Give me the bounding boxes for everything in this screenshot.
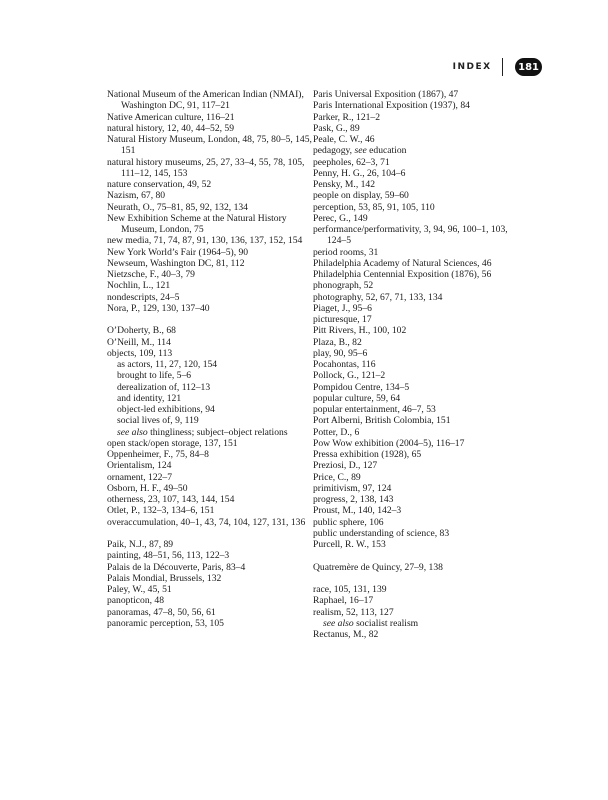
index-entry: [313, 202, 518, 213]
entry-text: perception, 53, 85, 91, 105, 110: [313, 201, 435, 213]
index-entry: [313, 190, 518, 201]
index-entry: [313, 89, 518, 100]
entry-text: Paris Universal Exposition (1867), 47: [313, 89, 459, 100]
index-entry: [107, 584, 312, 595]
entry-text: New Exhibition Scheme at the Natural History Museum, London, 75: [107, 212, 287, 235]
index-entry: [313, 348, 518, 359]
entry-text: objects, 109, 113: [107, 347, 173, 359]
entry-text: ornament, 122–7: [107, 471, 173, 483]
index-entry: [313, 280, 518, 291]
index-entry: [107, 123, 312, 134]
entry-text: Nora, P., 129, 130, 137–40: [107, 302, 210, 314]
index-subentry: [107, 404, 312, 415]
index-entry: [313, 517, 518, 528]
entry-text: Nochlin, L., 121: [107, 280, 171, 292]
index-column-left: [107, 89, 312, 629]
index-entry: [107, 269, 312, 280]
entry-text: Perec, G., 149: [313, 212, 368, 224]
index-entry: [107, 157, 312, 180]
entry-text: Paley, W., 45, 51: [107, 584, 172, 595]
cross-reference-label: see also: [323, 617, 354, 629]
entry-text: Price, C., 89: [313, 471, 361, 483]
index-entry: [313, 607, 518, 618]
entry-text: panoramas, 47–8, 50, 56, 61: [107, 606, 216, 618]
index-subentry: [107, 382, 312, 393]
entry-text: object-led exhibitions, 94: [117, 404, 215, 415]
divider: [502, 58, 504, 76]
entry-text: Palais Mondial, Brussels, 132: [107, 572, 222, 584]
entry-text: thingliness; subject–object relations: [150, 426, 288, 438]
entry-text: Paik, N.J., 87, 89: [107, 539, 174, 550]
index-entry: [313, 112, 518, 123]
index-entry: [313, 393, 518, 404]
entry-text: Parker, R., 121–2: [313, 111, 381, 123]
entry-text: Quatremère de Quincy, 27–9, 138: [313, 561, 443, 573]
index-entry: [107, 562, 312, 573]
index-entry: [313, 145, 518, 156]
entry-text: overaccumulation, 40–1, 43, 74, 104, 127, 131, 136: [107, 516, 306, 528]
entry-text: brought to life, 5–6: [117, 370, 192, 382]
index-entry: [313, 269, 518, 280]
index-entry: [107, 595, 312, 606]
index-entry: [107, 325, 312, 336]
index-entry: [313, 449, 518, 460]
index-entry: [107, 460, 312, 471]
entry-text: as actors, 11, 27, 120, 154: [117, 359, 218, 370]
index-entry: [107, 483, 312, 494]
index-entry: [313, 292, 518, 303]
index-entry: [313, 337, 518, 348]
index-entry: [313, 528, 518, 539]
index-entry: [107, 438, 312, 449]
index-subentry: [313, 618, 518, 629]
index-entry: [313, 494, 518, 505]
entry-text: Native American culture, 116–21: [107, 111, 235, 123]
index-entry: [107, 517, 312, 528]
index-entry: [107, 505, 312, 516]
entry-text: performance/performativity, 3, 94, 96, 100–1, 103, 124–5: [313, 224, 508, 247]
index-entry: [107, 337, 312, 348]
entry-text: popular culture, 59, 64: [313, 392, 401, 404]
entry-text: Paris International Exposition (1937), 84: [313, 100, 470, 112]
page-number: 181: [515, 58, 542, 76]
entry-text: progress, 2, 138, 143: [313, 494, 394, 505]
entry-text: popular entertainment, 46–7, 53: [313, 404, 436, 415]
index-entry: [107, 539, 312, 550]
entry-text: photography, 52, 67, 71, 133, 134: [313, 291, 443, 303]
running-head: [453, 57, 542, 77]
index-subentry: [107, 393, 312, 404]
index-subentry: [107, 415, 312, 426]
letter-group-gap: [107, 314, 312, 325]
entry-text: Orientalism, 124: [107, 460, 172, 472]
entry-text: Natural History Museum, London, 48, 75, 80–5, 145, 151: [107, 134, 312, 157]
index-entry: [107, 348, 312, 359]
index-entry: [107, 618, 312, 629]
entry-text: New York World’s Fair (1964–5), 90: [107, 246, 249, 258]
letter-group-gap: [313, 550, 518, 561]
index-entry: [313, 303, 518, 314]
entry-text: Pollock, G., 121–2: [313, 370, 386, 382]
entry-text: Proust, M., 140, 142–3: [313, 505, 402, 517]
entry-text: Nietzsche, F., 40–3, 79: [107, 269, 195, 280]
entry-text: Preziosi, D., 127: [313, 460, 378, 472]
index-column-right: [313, 89, 518, 640]
entry-text: O’Neill, M., 114: [107, 336, 171, 348]
index-entry: [313, 370, 518, 381]
entry-text: natural history museums, 25, 27, 33–4, 55, 78, 105, 111–12, 145, 153: [107, 156, 305, 179]
entry-text: Nazism, 67, 80: [107, 190, 166, 202]
index-entry: [107, 292, 312, 303]
entry-text: Philadelphia Centennial Exposition (1876), 56: [313, 269, 492, 280]
entry-text: realism, 52, 113, 127: [313, 606, 394, 618]
entry-text: panopticon, 48: [107, 595, 165, 607]
index-entry: [107, 280, 312, 291]
entry-text: open stack/open storage, 137, 151: [107, 437, 238, 449]
index-entry: [313, 258, 518, 269]
index-subentry: [107, 427, 312, 438]
entry-text: play, 90, 95–6: [313, 347, 368, 359]
cross-reference-label: see: [354, 145, 367, 157]
entry-text: Pitt Rivers, H., 100, 102: [313, 325, 407, 337]
entry-text: new media, 71, 74, 87, 91, 130, 136, 137, 152, 154: [107, 235, 303, 247]
entry-text: race, 105, 131, 139: [313, 584, 387, 595]
index-entry: [107, 179, 312, 190]
entry-text: Pow Wow exhibition (2004–5), 116–17: [313, 437, 465, 449]
entry-text: Purcell, R. W., 153: [313, 539, 386, 550]
entry-text: and identity, 121: [117, 392, 182, 404]
entry-text: nature conservation, 49, 52: [107, 179, 212, 190]
index-entry: [313, 100, 518, 111]
index-entry: [313, 325, 518, 336]
entry-text: Port Alberni, British Colombia, 151: [313, 415, 451, 427]
index-entry: [313, 505, 518, 516]
entry-text: panoramic perception, 53, 105: [107, 617, 224, 629]
index-entry: [107, 247, 312, 258]
entry-text: otherness, 23, 107, 143, 144, 154: [107, 494, 235, 505]
index-entry: [107, 303, 312, 314]
index-entry: [313, 438, 518, 449]
index-subentry: [107, 359, 312, 370]
entry-text: Pask, G., 89: [313, 122, 360, 134]
entry-text: O’Doherty, B., 68: [107, 325, 176, 337]
index-entry: [313, 472, 518, 483]
entry-text: natural history, 12, 40, 44–52, 59: [107, 122, 235, 134]
index-entry: [107, 235, 312, 246]
index-entry: [107, 213, 312, 236]
entry-text: socialist realism: [356, 617, 419, 629]
entry-text: picturesque, 17: [313, 314, 372, 325]
index-entry: [313, 460, 518, 471]
entry-text: education: [369, 145, 407, 157]
entry-text: Peale, C. W., 46: [313, 134, 375, 145]
index-entry: [107, 472, 312, 483]
entry-text: Rectanus, M., 82: [313, 629, 379, 640]
index-entry: [313, 168, 518, 179]
index-entry: [107, 112, 312, 123]
entry-text: Piaget, J., 95–6: [313, 302, 372, 314]
entry-text: peepholes, 62–3, 71: [313, 156, 390, 168]
index-entry: [313, 415, 518, 426]
letter-group-gap: [107, 528, 312, 539]
index-entry: [313, 427, 518, 438]
entry-text: Osborn, H. F., 49–50: [107, 482, 188, 494]
index-entry: [313, 123, 518, 134]
index-entry: [313, 629, 518, 640]
index-entry: [313, 224, 518, 247]
index-entry: [107, 190, 312, 201]
index-subentry: [107, 370, 312, 381]
entry-text: Penny, H. G., 26, 104–6: [313, 167, 406, 179]
entry-text: phonograph, 52: [313, 280, 374, 292]
index-entry: [313, 595, 518, 606]
index-entry: [107, 258, 312, 269]
index-entry: [313, 539, 518, 550]
entry-text: Pensky, M., 142: [313, 179, 376, 190]
index-entry: [107, 134, 312, 157]
entry-text: public sphere, 106: [313, 516, 384, 528]
index-entry: [107, 573, 312, 584]
entry-text: Neurath, O., 75–81, 85, 92, 132, 134: [107, 201, 248, 213]
entry-text: period rooms, 31: [313, 246, 379, 258]
entry-text: nondescripts, 24–5: [107, 291, 180, 303]
entry-text: Palais de la Découverte, Paris, 83–4: [107, 561, 246, 573]
index-entry: [313, 562, 518, 573]
entry-text: public understanding of science, 83: [313, 527, 450, 539]
entry-text: painting, 48–51, 56, 113, 122–3: [107, 550, 230, 562]
index-entry: [107, 494, 312, 505]
index-entry: [313, 382, 518, 393]
entry-heading: pedagogy,: [313, 145, 353, 157]
cross-reference-label: see also: [117, 426, 148, 438]
entry-text: Potter, D., 6: [313, 426, 360, 438]
entry-text: National Museum of the American Indian (NMAI), Washington DC, 91, 117–21: [107, 89, 304, 112]
letter-group-gap: [313, 573, 518, 584]
index-entry: [313, 483, 518, 494]
entry-text: primitivism, 97, 124: [313, 482, 392, 494]
index-entry: [313, 157, 518, 168]
entry-text: Otlet, P., 132–3, 134–6, 151: [107, 505, 215, 517]
entry-text: Oppenheimer, F., 75, 84–8: [107, 449, 209, 460]
index-entry: [107, 449, 312, 460]
index-entry: [313, 314, 518, 325]
entry-text: Newseum, Washington DC, 81, 112: [107, 257, 245, 269]
entry-text: Pompidou Centre, 134–5: [313, 381, 410, 393]
index-entry: [313, 404, 518, 415]
index-entry: [107, 607, 312, 618]
section-title: INDEX: [452, 62, 492, 72]
index-entry: [107, 550, 312, 561]
entry-text: derealization of, 112–13: [117, 381, 211, 393]
index-entry: [313, 213, 518, 224]
entry-text: Plaza, B., 82: [313, 336, 362, 348]
entry-text: Philadelphia Academy of Natural Sciences, 46: [313, 257, 492, 269]
entry-text: Raphael, 16–17: [313, 595, 374, 607]
index-entry: [313, 134, 518, 145]
index-entry: [107, 202, 312, 213]
index-entry: [313, 584, 518, 595]
index-entry: [313, 359, 518, 370]
entry-text: social lives of, 9, 119: [117, 415, 199, 427]
entry-text: Pressa exhibition (1928), 65: [313, 449, 422, 460]
entry-text: Pocahontas, 116: [313, 359, 376, 370]
index-entry: [107, 89, 312, 112]
entry-text: people on display, 59–60: [313, 190, 409, 202]
index-entry: [313, 247, 518, 258]
index-entry: [313, 179, 518, 190]
